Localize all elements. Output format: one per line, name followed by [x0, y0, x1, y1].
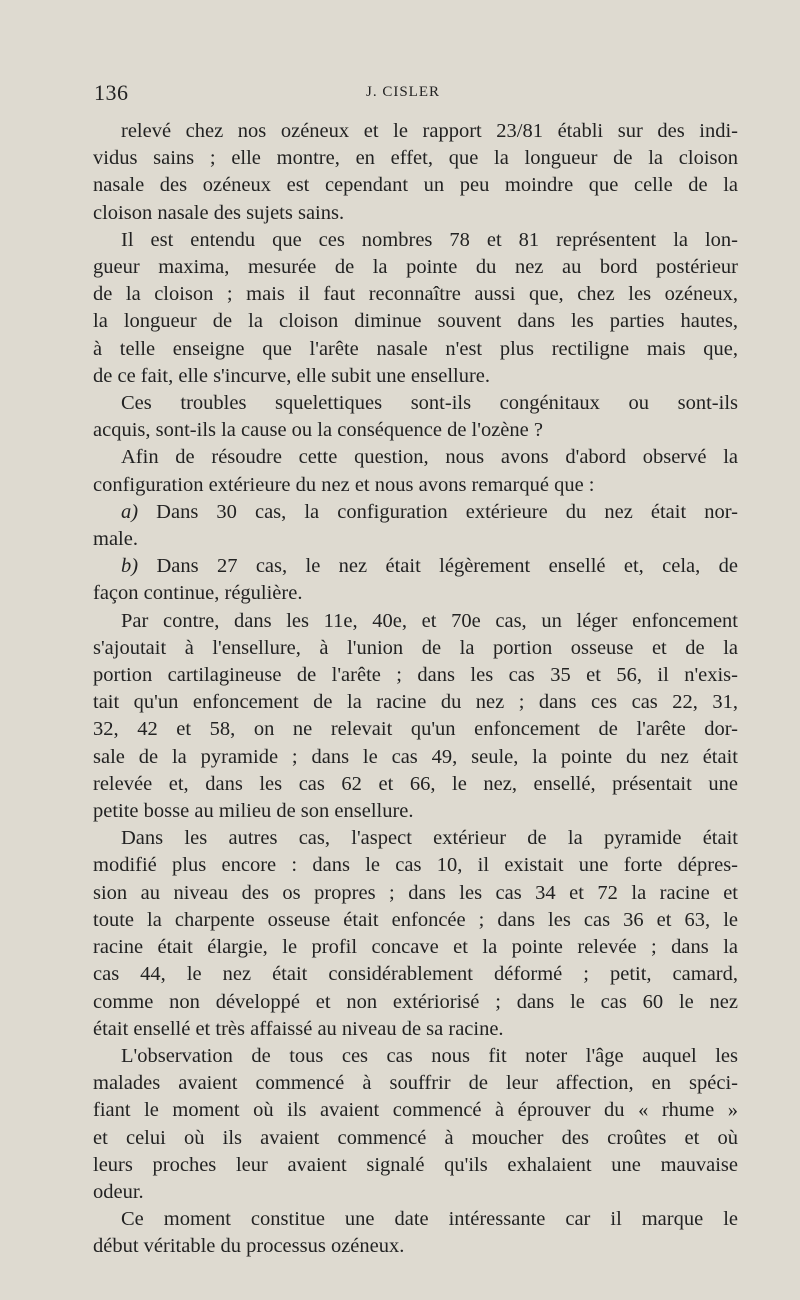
paragraph — [93, 444, 738, 498]
text-line — [93, 1125, 738, 1152]
line-text: Afin de résoudre cette question, nous avons d'abord observé la — [121, 446, 738, 469]
text-line — [93, 172, 738, 199]
paragraph — [93, 499, 738, 553]
paragraph — [93, 608, 738, 826]
text-line — [93, 363, 738, 390]
line-text: L'observation de tous ces cas nous fit noter l'âge auquel les — [121, 1044, 738, 1067]
text-line — [93, 1233, 738, 1260]
text-line — [93, 880, 738, 907]
line-text: Ces troubles squelettiques sont-ils congénitaux ou sont-ils — [121, 392, 738, 415]
line-text: relevée et, dans les cas 62 et 66, le nez, ensellé, présentait une — [93, 772, 738, 795]
text-line — [93, 934, 738, 961]
text-line — [93, 390, 738, 417]
text-line — [93, 961, 738, 988]
paragraph — [93, 825, 738, 1043]
text-line — [93, 1016, 738, 1043]
text-line — [93, 1206, 738, 1233]
line-text: leurs proches leur avaient signalé qu'ils exhalaient une mauvaise — [93, 1153, 738, 1176]
line-text: cas 44, le nez était considérablement déformé ; petit, camard, — [93, 963, 738, 986]
line-text: la longueur de la cloison diminue souvent dans les parties hautes, — [93, 310, 738, 333]
line-text: sion au niveau des os propres ; dans les cas 34 et 72 la racine et — [93, 881, 738, 904]
text-line — [93, 417, 738, 444]
text-line — [93, 989, 738, 1016]
line-text: configuration extérieure du nez et nous avons remarqué que : — [93, 473, 595, 496]
line-text: Ce moment constitue une date intéressante car il marque le — [121, 1208, 738, 1231]
line-text: Dans les autres cas, l'aspect extérieur de la pyramide était — [121, 827, 738, 850]
line-text: Dans 30 cas, la configuration extérieure du nez était nor- — [156, 500, 738, 523]
text-line — [93, 1043, 738, 1070]
paragraph — [93, 227, 738, 390]
line-text: portion cartilagineuse de l'arête ; dans les cas 35 et 56, il n'exis- — [93, 664, 738, 687]
line-text: male. — [93, 528, 138, 551]
line-text: de la cloison ; mais il faut reconnaître aussi que, chez les ozéneux, — [93, 283, 738, 306]
line-text: racine était élargie, le profil concave et la pointe relevée ; dans la — [93, 936, 738, 959]
line-text: Dans 27 cas, le nez était légèrement ensellé et, cela, de — [156, 555, 738, 578]
text-line — [93, 608, 738, 635]
paragraph — [93, 118, 738, 227]
text-line — [93, 254, 738, 281]
line-text: fiant le moment où ils avaient commencé à éprouver du « rhume » — [93, 1099, 738, 1122]
list-marker: a) — [121, 500, 139, 523]
line-text: acquis, sont-ils la cause ou la conséquence de l'ozène ? — [93, 419, 543, 442]
text-line — [93, 798, 738, 825]
text-line — [93, 716, 738, 743]
text-line — [93, 1179, 738, 1206]
text-line — [93, 635, 738, 662]
text-line — [93, 472, 738, 499]
line-text: gueur maxima, mesurée de la pointe du nez au bord postérieur — [93, 256, 738, 279]
line-text: Par contre, dans les 11e, 40e, et 70e cas, un léger enfoncement — [121, 609, 738, 632]
text-line — [93, 281, 738, 308]
text-line — [93, 852, 738, 879]
line-text: Il est entendu que ces nombres 78 et 81 représentent la lon- — [121, 228, 738, 251]
text-line — [93, 744, 738, 771]
line-text: malades avaient commencé à souffrir de leur affection, en spéci- — [93, 1072, 738, 1095]
paragraph — [93, 390, 738, 444]
text-line — [93, 227, 738, 254]
body-text — [93, 118, 738, 1261]
text-line — [93, 526, 738, 553]
text-line — [93, 1097, 738, 1124]
line-text: vidus sains ; elle montre, en effet, que la longueur de la cloison — [93, 147, 738, 170]
text-line — [93, 662, 738, 689]
line-text: à telle enseigne que l'arête nasale n'est plus rectiligne mais que, — [93, 337, 738, 360]
line-text: et celui où ils avaient commencé à moucher des croûtes et où — [93, 1126, 738, 1149]
text-line — [93, 499, 738, 526]
text-line — [93, 145, 738, 172]
text-line — [93, 1152, 738, 1179]
list-marker: b) — [121, 555, 139, 578]
line-text: s'ajoutait à l'ensellure, à l'union de la portion osseuse et de la — [93, 636, 738, 659]
text-line — [93, 580, 738, 607]
text-line — [93, 825, 738, 852]
line-text: était ensellé et très affaissé au niveau de sa racine. — [93, 1017, 504, 1040]
line-text: comme non développé et non extériorisé ; dans le cas 60 le nez — [93, 990, 738, 1013]
text-line — [93, 118, 738, 145]
paragraph — [93, 1043, 738, 1206]
line-text: toute la charpente osseuse était enfoncée ; dans les cas 36 et 63, le — [93, 908, 738, 931]
text-line — [93, 689, 738, 716]
line-text: petite bosse au milieu de son ensellure. — [93, 800, 414, 823]
paragraph — [93, 1206, 738, 1260]
line-text: nasale des ozéneux est cependant un peu moindre que celle de la — [93, 174, 738, 197]
line-text: tait qu'un enfoncement de la racine du nez ; dans ces cas 22, 31, — [93, 691, 738, 714]
line-text: relevé chez nos ozéneux et le rapport 23/81 établi sur des indi- — [121, 120, 738, 142]
line-text: cloison nasale des sujets sains. — [93, 201, 345, 224]
page-number: 136 — [94, 80, 129, 105]
text-line — [93, 1070, 738, 1097]
text-line — [93, 771, 738, 798]
text-line — [93, 444, 738, 471]
text-line — [93, 308, 738, 335]
text-line — [93, 553, 738, 580]
line-text: sale de la pyramide ; dans le cas 49, seule, la pointe du nez était — [93, 745, 738, 768]
line-text: façon continue, régulière. — [93, 582, 303, 605]
running-head: J. CISLER — [366, 84, 441, 100]
line-text: odeur. — [93, 1180, 144, 1203]
line-text: de ce fait, elle s'incurve, elle subit une ensellure. — [93, 364, 491, 387]
page-header — [94, 80, 734, 110]
text-line — [93, 336, 738, 363]
text-line — [93, 200, 738, 227]
line-text: modifié plus encore : dans le cas 10, il existait une forte dépres- — [93, 854, 738, 877]
line-text: début véritable du processus ozéneux. — [93, 1235, 405, 1258]
text-line — [93, 907, 738, 934]
paragraph — [93, 553, 738, 607]
line-text: 32, 42 et 58, on ne relevait qu'un enfoncement de l'arête dor- — [93, 718, 738, 741]
